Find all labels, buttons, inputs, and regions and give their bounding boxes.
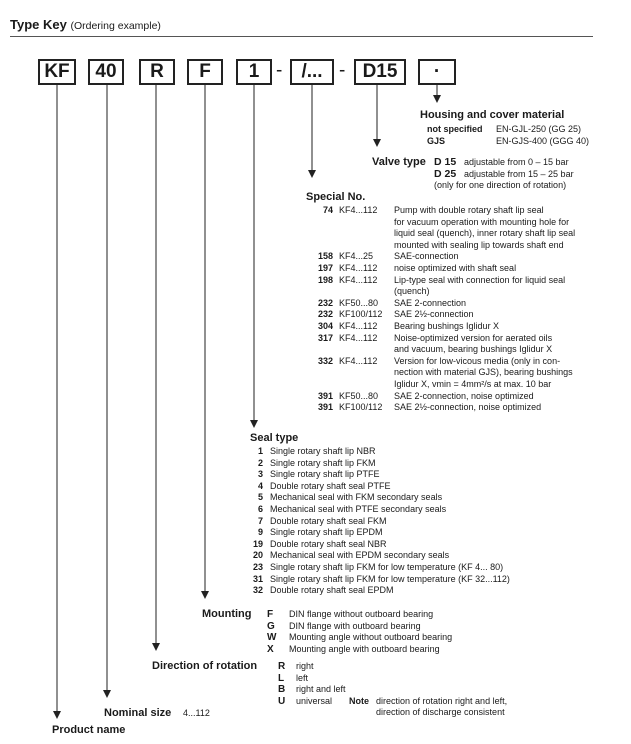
special-row: 232 KF100/112 SAE 2½-connection [317, 309, 474, 320]
mounting-row: X Mounting angle with outboard bearing [267, 643, 440, 655]
seal-row: 2 Single rotary shaft lip FKM [257, 457, 376, 468]
rotation-row: B right and left [278, 684, 346, 696]
special-row: 391 KF50...80 SAE 2-connection, noise optimized [317, 390, 534, 401]
code-box-r: R [139, 59, 175, 85]
mounting-row: F DIN flange without outboard bearing [267, 609, 434, 620]
rotation-note-label: Note [349, 695, 369, 706]
code-box-40: 40 [88, 59, 124, 85]
special-row: 74 KF4...112 Pump with double rotary shaft lip seal [322, 205, 544, 215]
housing-row: GJS EN-GJS-400 (GGG 40) [427, 135, 590, 146]
valve-rows [434, 157, 604, 192]
mounting-row: G DIN flange with outboard bearing [267, 620, 421, 632]
rotation-row: L left [278, 672, 309, 684]
special-row: 197 KF4...112 noise optimized with shaft seal [317, 262, 517, 273]
nominal-value: 4...112 [183, 708, 210, 718]
arrowhead-nominal [103, 690, 111, 698]
seal-row: 9 Single rotary shaft lip EPDM [257, 527, 383, 538]
special-title: Special No. [306, 191, 366, 203]
special-row: 332 KF4...112 Version for low-vicous media (only in con- [317, 355, 561, 366]
arrowhead-special [308, 170, 316, 178]
mounting-list [267, 609, 527, 655]
code-box-dot: · [418, 59, 456, 85]
arrowhead-valve [373, 139, 381, 147]
valve-title: Valve type [372, 156, 426, 168]
special-row: 198 KF4...112 Lip-type seal with connection for liquid seal [317, 274, 566, 285]
arrowhead-product [53, 711, 61, 719]
housing-title: Housing and cover material [420, 109, 565, 121]
seal-row: 23 Single rotary shaft lip FKM for low temperature (KF 4... 80) [252, 561, 504, 572]
code-separator-1: - [276, 60, 283, 81]
valve-note: (only for one direction of rotation) [434, 180, 567, 191]
arrowhead-seal [250, 420, 258, 428]
mounting-title: Mounting [202, 608, 252, 620]
seal-row: 31 Single rotary shaft lip FKM for low temperature (KF 32...112) [252, 573, 510, 584]
code-box-kf: KF [38, 59, 76, 85]
seal-list [250, 446, 550, 597]
arrowhead-rotation [152, 643, 160, 651]
special-row: 317 KF4...112 Noise-optimized version for aerated oils [317, 332, 553, 343]
mounting-row: W Mounting angle without outboard bearing [267, 632, 453, 644]
seal-row: 6 Mechanical seal with PTFE secondary seals [257, 503, 447, 514]
seal-title: Seal type [250, 432, 299, 444]
product-title: Product name [52, 724, 126, 736]
seal-row: 7 Double rotary shaft seal FKM [257, 515, 387, 526]
special-row: 304 KF4...112 Bearing bushings Iglidur X [317, 320, 500, 331]
arrowhead-housing [433, 95, 441, 103]
seal-row: 19 Double rotary shaft seal NBR [252, 538, 387, 549]
special-row: 158 KF4...25 SAE-connection [317, 251, 459, 262]
code-box-special: /... [290, 59, 334, 85]
seal-row: 5 Mechanical seal with FKM secondary seals [257, 492, 443, 503]
valve-row: D 25 adjustable from 15 – 25 bar [434, 167, 574, 180]
seal-row: 1 Single rotary shaft lip NBR [257, 446, 376, 456]
rotation-note-line: direction of discharge consistent [376, 707, 505, 718]
seal-row: 20 Mechanical seal with EPDM secondary seals [252, 550, 450, 561]
rotation-row: R right [278, 661, 314, 672]
code-box-d15: D15 [354, 59, 406, 85]
title-text: Type Key [10, 17, 67, 32]
rotation-title: Direction of rotation [152, 660, 258, 672]
arrowhead-mounting [201, 591, 209, 599]
valve-row: D 15 adjustable from 0 – 15 bar [434, 156, 569, 168]
housing-rows [420, 124, 600, 147]
seal-row: 3 Single rotary shaft lip PTFE [257, 469, 380, 480]
seal-row: 4 Double rotary shaft seal PTFE [257, 480, 391, 491]
special-list: 74 KF4...112 Pump with double rotary shaft lip seal for vacuum operation with mounting hole for liquid seal (quench), inner rotary shaft lip seal mounted with sealing lip towards shaft end 158 KF4...25 SAE-connection 197 KF4...112 noise optimized with shaft seal 198 KF4...112 Lip-type seal with connection for liquid seal (quench) 232 KF50...80 SAE 2-connection 232 KF100/112 SAE 2½-connection 304 KF4...112 Bearing bushings Iglidur X 317 KF4...112 Noise-optimized version for aerated oils and vacuum, bearing bushings Iglidur X 332 KF4...112 Version for low-vicous media (only in con- nection with material GJS), bearing bushings Iglidur X, vmin = 4mm²/s at max. 10 bar 391 KF50...80 SAE 2-connection, noise optimized 391 KF100/112 SAE 2½-connection, noise optimized [306, 205, 606, 414]
special-row: 232 KF50...80 SAE 2-connection [317, 297, 467, 308]
code-separator-2: - [339, 60, 346, 81]
rotation-note-line: direction of rotation right and left, [376, 695, 508, 706]
title-subtitle: (Ordering example) [70, 20, 161, 32]
nominal-title: Nominal size [104, 707, 172, 719]
housing-row: not specified EN-GJL-250 (GG 25) [427, 124, 582, 134]
special-row: 391 KF100/112 SAE 2½-connection, noise optimized [317, 402, 542, 413]
rotation-row: U universal Note direction of rotation right and left, [278, 695, 508, 707]
seal-row: 32 Double rotary shaft seal EPDM [252, 585, 394, 596]
code-box-f: F [187, 59, 223, 85]
rotation-list [278, 661, 578, 719]
code-box-1: 1 [236, 59, 272, 85]
